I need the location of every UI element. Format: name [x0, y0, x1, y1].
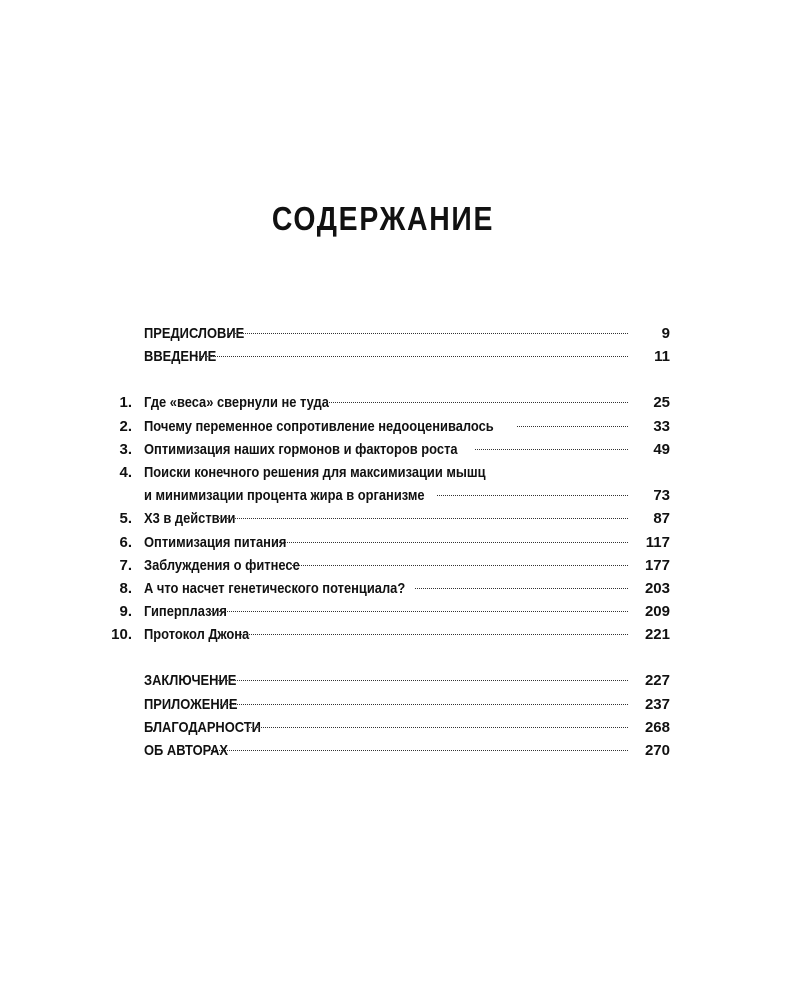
toc-entry-title: Протокол Джона [144, 626, 250, 644]
toc-entry-page: 221 [644, 626, 670, 644]
toc-entry-title: ЗАКЛЮЧЕНИЕ [144, 672, 237, 690]
dot-leader [209, 750, 628, 751]
chapter-number: 8. [119, 579, 132, 597]
toc-entry-page: 177 [644, 556, 670, 574]
toc-entry-page: 73 [653, 487, 670, 505]
chapter-number: 4. [119, 463, 132, 481]
toc-entry-preface[interactable] [100, 322, 670, 345]
toc-entry-page: 11 [654, 348, 670, 366]
toc-entry-chapter-8[interactable] [100, 577, 670, 600]
toc-entry-page: 117 [645, 533, 670, 551]
toc-entry-chapter-10[interactable] [100, 623, 670, 646]
dot-leader [292, 565, 628, 566]
toc-entry-title: Х3 в действии [144, 510, 236, 528]
dot-leader [326, 402, 628, 403]
toc-entry-chapter-2[interactable] [100, 415, 670, 438]
toc-entry-title: ПРИЛОЖЕНИЕ [144, 695, 238, 713]
toc-entry-page: 270 [644, 742, 670, 759]
toc-entry-chapter-4-line-2[interactable] [100, 484, 670, 507]
toc-entry-page: 87 [653, 510, 670, 528]
toc-entry-appendix[interactable] [100, 693, 670, 716]
toc-entry-title: ПРЕДИСЛОВИЕ [144, 325, 245, 342]
page-title: СОДЕРЖАНИЕ [271, 200, 495, 237]
toc-entry-title: Оптимизация наших гормонов и факторов роста [144, 440, 458, 458]
toc-entry-title: и минимизации процента жира в организме [144, 487, 425, 505]
dot-leader [517, 426, 628, 427]
toc-entry-chapter-4-line-1[interactable] [100, 461, 670, 484]
toc-entry-page: 25 [653, 394, 670, 412]
toc-entry-page: 33 [653, 417, 670, 435]
chapter-number: 6. [119, 533, 132, 551]
toc-entry-introduction[interactable] [100, 345, 670, 368]
toc-entry-title: ОБ АВТОРАХ [144, 742, 229, 759]
toc-entry-title: БЛАГОДАРНОСТИ [144, 718, 261, 736]
toc-entry-chapter-1[interactable] [100, 391, 670, 414]
dot-leader [218, 680, 628, 681]
toc-entry-title: Оптимизация питания [144, 533, 287, 551]
dot-leader [276, 542, 628, 543]
dot-leader [437, 495, 628, 496]
chapter-number: 9. [119, 603, 132, 621]
dot-leader [475, 449, 628, 450]
dot-leader [247, 727, 628, 728]
toc-entry-page: 203 [644, 579, 670, 597]
chapter-number: 5. [119, 510, 132, 528]
toc-entry-chapter-3[interactable] [100, 438, 670, 461]
chapter-number: 2. [119, 417, 132, 435]
toc-entry-page: 227 [644, 672, 670, 690]
chapter-number: 1. [119, 394, 132, 412]
dot-leader [207, 611, 628, 612]
dot-leader [415, 588, 628, 589]
dot-leader [195, 356, 628, 357]
toc-entry-chapter-5[interactable] [100, 507, 670, 530]
toc-entry-page: 209 [644, 603, 670, 621]
dot-leader [227, 333, 628, 334]
toc-entry-title: ВВЕДЕНИЕ [144, 348, 217, 366]
toc-entry-page: 268 [644, 718, 670, 736]
toc-entry-page: 9 [661, 325, 670, 342]
toc-entry-title: Почему переменное сопротивление недооценивалось [144, 417, 494, 435]
toc-entry-chapter-6[interactable] [100, 531, 670, 554]
table-of-contents [100, 322, 670, 762]
chapter-number: 7. [119, 556, 132, 574]
chapter-number: 10. [111, 626, 132, 644]
dot-leader [217, 518, 628, 519]
toc-entry-chapter-9[interactable] [100, 600, 670, 623]
toc-entry-chapter-7[interactable] [100, 554, 670, 577]
toc-entry-page: 237 [644, 695, 670, 713]
toc-entry-title: Заблуждения о фитнесе [144, 556, 300, 574]
toc-entry-about-authors[interactable] [100, 739, 670, 762]
toc-entry-title: А что насчет генетического потенциала? [144, 579, 406, 597]
chapter-number: 3. [119, 440, 132, 458]
toc-entry-acknowledgements[interactable] [100, 716, 670, 739]
toc-entry-title: Гиперплазия [144, 603, 227, 621]
toc-entry-conclusion[interactable] [100, 669, 670, 692]
dot-leader [233, 634, 628, 635]
toc-entry-title: Поиски конечного решения для максимизации мышц [144, 463, 486, 481]
toc-entry-page: 49 [653, 440, 670, 458]
dot-leader [220, 704, 628, 705]
toc-entry-title: Где «веса» свернули не туда [144, 394, 329, 412]
